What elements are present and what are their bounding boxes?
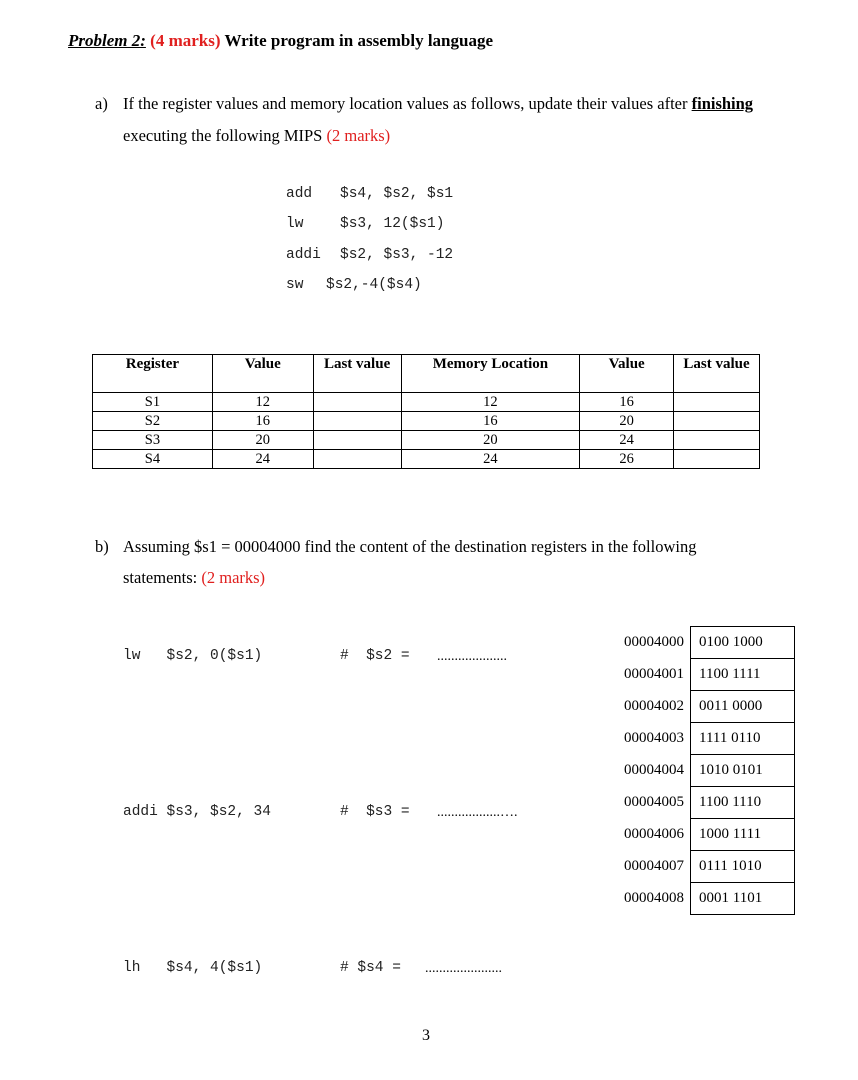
code-line — [286, 186, 453, 202]
problem-marks: (4 marks) — [150, 31, 221, 50]
cell-mem-value: 24 — [580, 431, 674, 450]
cell-memory-location: 24 — [401, 450, 580, 469]
problem-title — [68, 31, 493, 51]
header-last-value: Last value — [313, 355, 401, 393]
memory-row — [624, 723, 795, 755]
cell-value: 16 — [212, 412, 313, 431]
cell-last-value[interactable] — [313, 450, 401, 469]
cell-last-value[interactable] — [313, 412, 401, 431]
cell-value: 20 — [212, 431, 313, 450]
cell-mem-last-value[interactable] — [674, 431, 760, 450]
code-op: lw — [286, 216, 304, 232]
cell-register: S4 — [93, 450, 213, 469]
statement-comment: # $s2 = — [340, 648, 410, 664]
part-b-line2-text: statements: — [123, 568, 198, 587]
answer-blank[interactable]: ...................... — [425, 961, 502, 976]
problem-label: Problem 2: — [68, 31, 146, 50]
statement-code: addi $s3, $s2, 34 — [123, 804, 271, 820]
memory-address: 00004002 — [624, 698, 684, 714]
part-b-line1: Assuming $s1 = 00004000 find the content of the destination registers in the following — [123, 537, 697, 556]
memory-value: 1000 1111 — [691, 819, 795, 851]
memory-row — [624, 627, 795, 659]
part-a-line1 — [123, 94, 753, 114]
memory-row — [624, 659, 795, 691]
cell-mem-last-value[interactable] — [674, 393, 760, 412]
table-header-row — [93, 355, 760, 393]
header-memory-location: Memory Location — [401, 355, 580, 393]
cell-mem-last-value[interactable] — [674, 450, 760, 469]
memory-value: 0111 1010 — [691, 851, 795, 883]
header-mem-value: Value — [580, 355, 674, 393]
page-number: 3 — [422, 1027, 430, 1044]
part-b-letter: b) — [95, 537, 109, 556]
memory-row — [624, 819, 795, 851]
memory-value: 0001 1101 — [691, 883, 795, 915]
memory-value: 1100 1110 — [691, 787, 795, 819]
code-op: addi — [286, 247, 321, 263]
part-b-line2 — [123, 568, 265, 588]
table-row — [93, 412, 760, 431]
memory-row — [624, 787, 795, 819]
memory-row — [624, 883, 795, 915]
part-a-finishing: finishing — [691, 94, 754, 113]
memory-value: 1100 1111 — [691, 659, 795, 691]
code-op: add — [286, 186, 313, 202]
code-args: $s4, $s2, $s1 — [340, 186, 454, 202]
header-value: Value — [212, 355, 313, 393]
problem-heading: Write program in assembly language — [224, 31, 494, 50]
cell-register: S3 — [93, 431, 213, 450]
cell-memory-location: 20 — [401, 431, 580, 450]
answer-blank[interactable]: ..................…. — [437, 805, 518, 820]
cell-mem-value: 26 — [580, 450, 674, 469]
memory-address: 00004001 — [624, 666, 684, 682]
memory-row — [624, 691, 795, 723]
statement-code: lh $s4, 4($s1) — [123, 960, 263, 976]
cell-memory-location: 16 — [401, 412, 580, 431]
cell-last-value[interactable] — [313, 431, 401, 450]
memory-address: 00004005 — [624, 794, 684, 810]
cell-register: S1 — [93, 393, 213, 412]
memory-row — [624, 755, 795, 787]
table-row — [93, 393, 760, 412]
memory-value: 1111 0110 — [691, 723, 795, 755]
header-register: Register — [93, 355, 213, 393]
part-a-marks: (2 marks) — [326, 126, 391, 145]
part-b-marks: (2 marks) — [201, 568, 266, 587]
part-a-line2-text: executing the following MIPS — [123, 126, 323, 145]
cell-memory-location: 12 — [401, 393, 580, 412]
table-row — [93, 450, 760, 469]
header-mem-last-value: Last value — [674, 355, 760, 393]
cell-mem-value: 20 — [580, 412, 674, 431]
code-line — [286, 247, 453, 263]
part-a-line1-text: If the register values and memory location values as follows, update their values after — [123, 94, 688, 113]
statement-code: lw $s2, 0($s1) — [123, 648, 263, 664]
table-row — [93, 431, 760, 450]
part-a-letter: a) — [95, 94, 108, 113]
code-line — [286, 216, 444, 232]
memory-address: 00004003 — [624, 730, 684, 746]
cell-value: 12 — [212, 393, 313, 412]
cell-value: 24 — [212, 450, 313, 469]
memory-table — [624, 626, 795, 915]
memory-row — [624, 851, 795, 883]
memory-address: 00004000 — [624, 634, 684, 650]
statement-comment: # $s4 = — [340, 960, 401, 976]
code-line — [286, 277, 422, 293]
code-args: $s2,-4($s4) — [326, 277, 422, 293]
cell-mem-last-value[interactable] — [674, 412, 760, 431]
memory-value: 0100 1000 — [691, 627, 795, 659]
register-memory-table — [92, 354, 760, 469]
memory-value: 0011 0000 — [691, 691, 795, 723]
memory-address: 00004004 — [624, 762, 684, 778]
memory-value: 1010 0101 — [691, 755, 795, 787]
code-args: $s3, 12($s1) — [340, 216, 445, 232]
cell-last-value[interactable] — [313, 393, 401, 412]
memory-address: 00004007 — [624, 858, 684, 874]
part-a-line2 — [123, 126, 390, 146]
code-args: $s2, $s3, -12 — [340, 247, 454, 263]
cell-mem-value: 16 — [580, 393, 674, 412]
memory-address: 00004008 — [624, 890, 684, 906]
answer-blank[interactable]: .................... — [437, 649, 507, 664]
statement-comment: # $s3 = — [340, 804, 410, 820]
memory-address: 00004006 — [624, 826, 684, 842]
code-op: sw — [286, 277, 304, 293]
cell-register: S2 — [93, 412, 213, 431]
